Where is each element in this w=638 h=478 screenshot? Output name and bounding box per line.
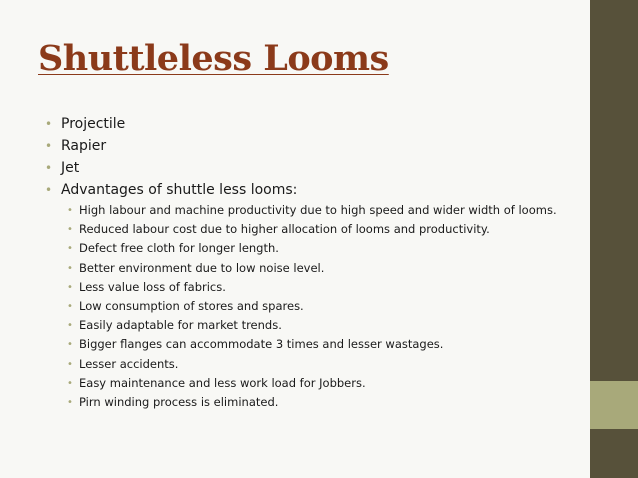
list-item: • Bigger flanges can accommodate 3 times and lesser wastages. (67, 337, 562, 353)
list-item: • Less value loss of fabrics. (67, 280, 562, 296)
slide-title: Shuttleless Looms (38, 38, 389, 79)
sidebar-accent-block (590, 381, 638, 429)
bullet-jet: • Jet (45, 159, 565, 178)
bullet-advantages: • Advantages of shuttle less looms: (45, 181, 565, 200)
list-item: • Defect free cloth for longer length. (67, 241, 562, 257)
list-item: • Low consumption of stores and spares. (67, 299, 562, 315)
bullet-rapier: • Rapier (45, 137, 565, 156)
list-item: • Easy maintenance and less work load for Jobbers. (67, 376, 562, 392)
list-item: • Lesser accidents. (67, 357, 562, 373)
list-item: • Reduced labour cost due to higher allocation of looms and productivity. (67, 222, 562, 238)
list-item: • Pirn winding process is eliminated. (67, 395, 562, 411)
bullet-projectile: • Projectile (45, 115, 565, 134)
list-item: • Better environment due to low noise level. (67, 261, 562, 277)
advantages-list (67, 203, 562, 410)
list-item: • High labour and machine productivity due to high speed and wider width of looms. (67, 203, 562, 219)
slide-content (45, 115, 565, 414)
list-item: • Easily adaptable for market trends. (67, 318, 562, 334)
